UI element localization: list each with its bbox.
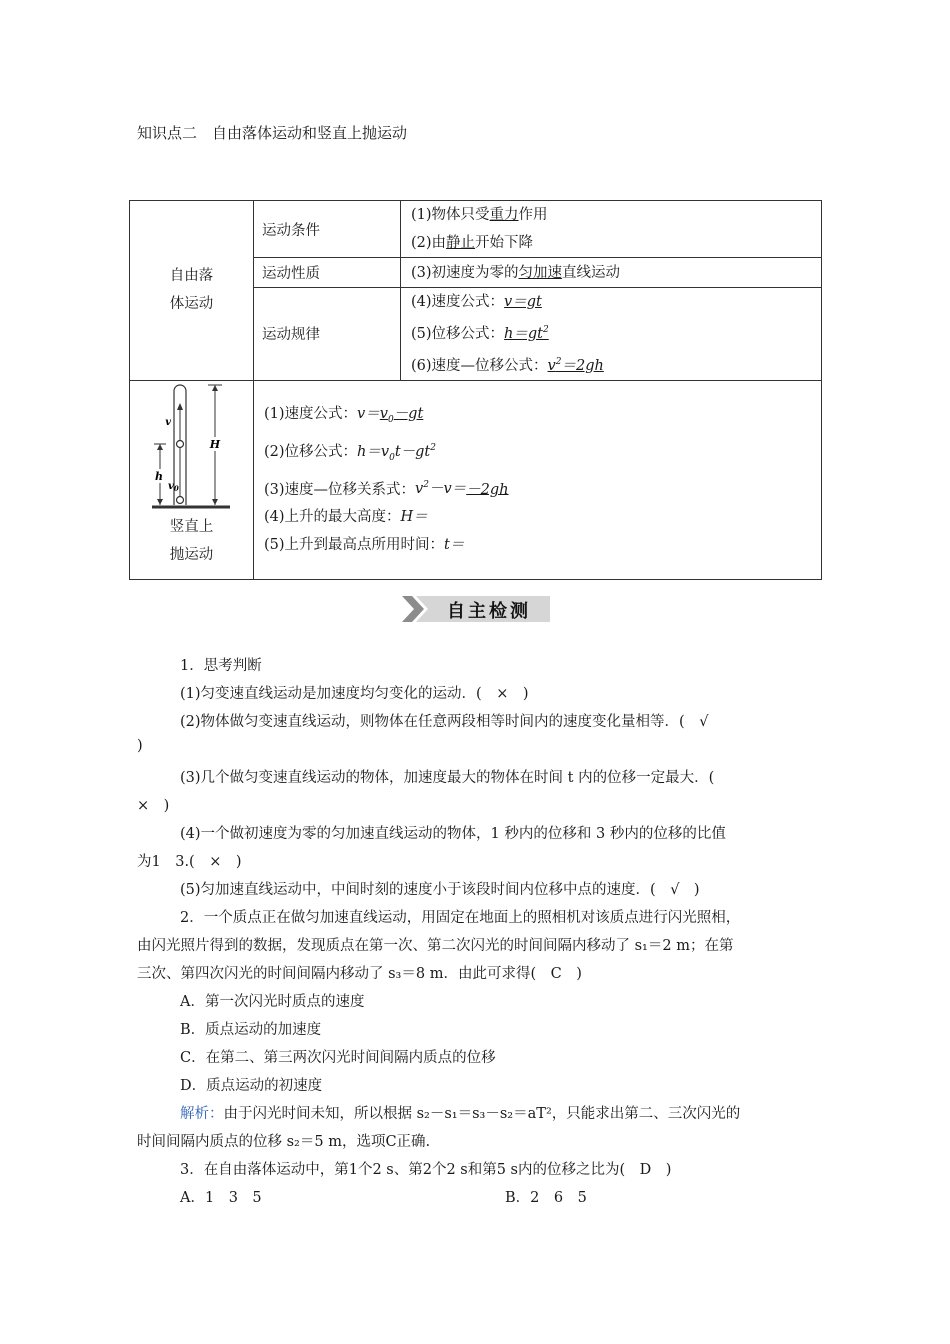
- law-label: 运动规律: [254, 288, 401, 381]
- condition-label: 运动条件: [254, 201, 401, 258]
- q2-analysis-cont: 时间间隔内质点的位移 s₂＝5 m，选项C正确.: [137, 1134, 431, 1150]
- q1-item-cont: × ): [137, 798, 170, 814]
- table-row: [130, 201, 822, 258]
- banner-title: 自主检测: [447, 601, 531, 622]
- vertical-throw-content: (1)速度公式：$v=v_0-gt$ (2)位移公式：$h=v_0t-gt^2$ (3)速度—位移关系式：$v^2-v=-2gh$ (4)上升的最大高度：H＝ (5)上升到最高点所用时间：t＝: [254, 380, 822, 579]
- vertical-throw-diagram: [130, 381, 252, 513]
- q1-item: (1)匀变速直线运动是加速度均匀变化的运动．( × ): [180, 686, 529, 702]
- diagram-v0-label: $v_0$: [168, 480, 179, 493]
- analysis-label: 解析：: [180, 1106, 224, 1122]
- q3-line: 3．在自由落体运动中，第1个2 s、第2个2 s和第5 s内的位移之比为( D ): [180, 1162, 672, 1178]
- q1-item-cont: 为1 3.( × ): [137, 854, 242, 870]
- q2-option-a: A．第一次闪光时质点的速度: [180, 994, 365, 1010]
- diagram-v-label: v: [165, 416, 171, 428]
- q2-line: 三次、第四次闪光的时间间隔内移动了 s₃＝8 m．由此可求得( C ): [137, 966, 582, 982]
- table-row: [130, 380, 822, 579]
- q1-item-cont: ): [137, 738, 143, 754]
- q1-item: (4)一个做初速度为零的匀加速直线运动的物体，1 秒内的位移和 3 秒内的位移的比值: [180, 826, 726, 842]
- diagram-H-label: H: [209, 437, 221, 451]
- free-fall-label: 自由落 体运动: [130, 201, 254, 381]
- q1-item: (2)物体做匀变速直线运动，则物体在任意两段相等时间内的速度变化量相等．( √: [180, 714, 709, 730]
- q2-line: 2．一个质点正在做匀加速直线运动，用固定在地面上的照相机对该质点进行闪光照相，: [180, 910, 741, 926]
- q2-option-c: C．在第二、第三两次闪光时间间隔内质点的位移: [180, 1050, 496, 1066]
- knowledge-table: [129, 200, 822, 580]
- q3-option-a: A．1 3 5: [180, 1190, 262, 1206]
- vertical-throw-cell: h H v $v_0$ 竖直上 抛运动: [130, 380, 254, 579]
- diagram-h-label: h: [155, 469, 163, 483]
- section-title: 知识点二 自由落体运动和竖直上抛运动: [137, 124, 408, 142]
- self-check-banner: [402, 594, 550, 624]
- law-content: (4)速度公式：v＝gt (5)位移公式：$h=gt^2$ (6)速度—位移公式：$v^2=2gh$: [401, 288, 822, 381]
- q2-option-d: D．质点运动的初速度: [180, 1078, 323, 1094]
- q2-line: 由闪光照片得到的数据，发现质点在第一次、第二次闪光的时间间隔内移动了 s₁＝2 m；在第: [137, 938, 734, 954]
- q2-analysis: 解析：由于闪光时间未知，所以根据 s₂－s₁＝s₃－s₂＝aT²，只能求出第二、三次闪光的: [180, 1106, 741, 1122]
- q1-item: (3)几个做匀变速直线运动的物体，加速度最大的物体在时间 t 内的位移一定最大．(: [180, 770, 715, 786]
- condition-content: (1)物体只受重力作用 (2)由静止开始下降: [401, 201, 822, 258]
- nature-content: (3)初速度为零的匀加速直线运动: [401, 258, 822, 288]
- q3-option-b: B．2 6 5: [505, 1190, 587, 1206]
- q2-option-b: B．质点运动的加速度: [180, 1022, 322, 1038]
- q1-item: (5)匀加速直线运动中，中间时刻的速度小于该段时间内位移中点的速度．( √ ): [180, 882, 700, 898]
- nature-label: 运动性质: [254, 258, 401, 288]
- q1-head: 1．思考判断: [180, 658, 262, 674]
